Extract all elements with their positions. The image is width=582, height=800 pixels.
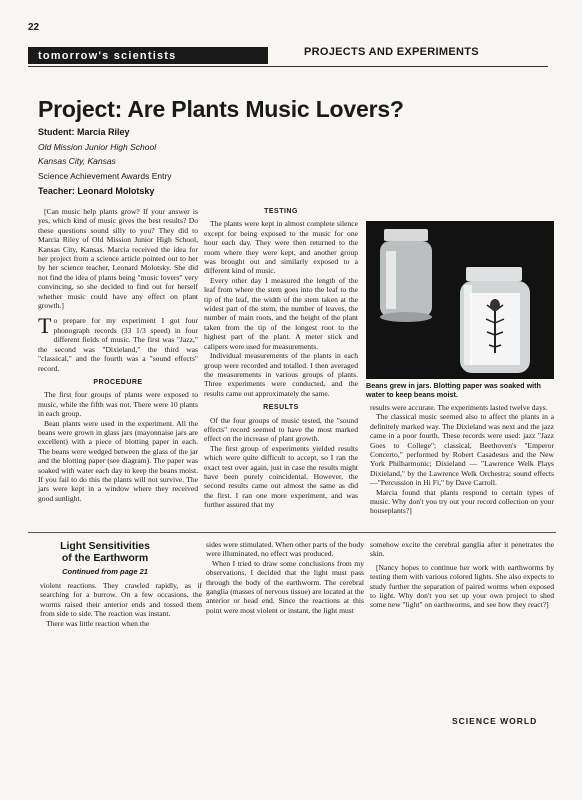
body-paragraph: The classical music seemed also to affect the plants in a definitely marked way. The Dixieland was next and the jazz came in a poor fourth. These records were used: jazz "Jazz Goes to College"; classical, Beethoven's "Emperor Concerto," performed by Robert Casadesus and the New York Philharmonic; Dixieland — "Lawrence Welk Plays Dixieland," by the Lawrence Welk Orchestra; sound effects—"Percussion in Hi Fi," by Dave Carroll.: [370, 412, 554, 488]
body-paragraph: There was little reaction when the: [46, 618, 150, 628]
body-paragraph: Of the four groups of music tested, the "sound effects" record seemed to have the most marked effect on the increase of plant growth.: [204, 415, 358, 444]
jar-illustration: [366, 221, 554, 379]
page-number: 22: [28, 22, 40, 33]
header-rule: [28, 66, 548, 67]
award-line: Science Achievement Awards Entry: [38, 171, 172, 181]
section-divider: [28, 532, 556, 533]
body-paragraph: Individual measurements of the plants in each group were recorded and totalled. I then averaged the measurements in various groups of plants. Three experiments were conducted, and the results came out approximately the same.: [204, 351, 358, 398]
earthworm-column-3: [370, 540, 554, 610]
body-paragraph: Bean plants were used in the experiment. All the beans were grown in glass jars (mayonnaise jars are excellent) with a piece of blotting paper in each. The beans were wedged between the glass of the jar and the blotting paper (see diagram). The paper was soaked with water each day to keep the beans moist. If you fail to do this the plants will not survive. The jars were kept in a window where they received good sunlight.: [38, 418, 198, 503]
body-paragraph: [Nancy hopes to continue her work with earthworms by testing them with various colored lights. She also expects to study further the separation of paired worms when exposed to light. Why don't you set up your own project to shed some new "light" on earthworms, and see how they react?]: [370, 562, 554, 610]
body-paragraph: somehow excite the cerebral ganglia after it penetrates the skin.: [370, 540, 554, 559]
body-paragraph: Marcia found that plants respond to certain types of music. Why don't you try out your record collection on your houseplants?]: [370, 487, 554, 516]
body-paragraph: To prepare for my experiment I got four phonograph records (33 1/3 speed) in four different fields of music. The first was "Jazz," the second was "Dixieland," the third was "classical," and the fourth was a "sound effects" record.: [38, 313, 198, 373]
article-column-1: [38, 207, 198, 503]
photo-caption: Beans grew in jars. Blotting paper was soaked with water to keep beans moist.: [366, 381, 541, 399]
earthworm-title: Light Sensitivities of the Earthworm: [60, 540, 150, 564]
body-paragraph: The first four groups of plants were exposed to music, while the fifth was not. There were 10 plants in each group.: [38, 390, 198, 419]
continued-note: Continued from page 21: [62, 567, 148, 576]
bean-jars-photo: [366, 221, 554, 379]
article-title: Project: Are Plants Music Lovers?: [38, 96, 404, 122]
body-paragraph: When I tried to draw some conclusions from my observations, I decided that the light must pass through the body of the earthworm. The cerebral ganglia (masses of nervous tissue) are located at the anterior or head end. Since the reactions at this point were most violent or instant, the light must: [206, 558, 364, 615]
column-banner: tomorrow's scientists: [28, 47, 268, 64]
results-heading: RESULTS: [263, 404, 299, 412]
article-column-3: [370, 403, 554, 516]
magazine-footer: SCIENCE WORLD: [452, 716, 538, 726]
body-paragraph: results were accurate. The experiments lasted twelve days.: [370, 403, 548, 412]
teacher-name: Teacher: Leonard Molotsky: [38, 186, 155, 196]
article-column-2: [204, 207, 358, 510]
body-paragraph: The first group of experiments yielded results which were quite difficult to accept, so I ran the exact test over again, just in case the results might have been purely coincidental. However, the second results came out almost the same as did the first. I ran one more experiment, and was further assured that my: [204, 443, 358, 510]
body-paragraph: The plants were kept in almost complete silence except for being exposed to the music for one hour each day. They were then returned to the room where they were kept, and another group was brought out and similarly exposed to a different kind of music.: [204, 219, 358, 276]
earthworm-column-1: [40, 581, 202, 628]
intro-paragraph: [Can music help plants grow? If your answer is yes, which kind of music gives the best results? Do these questions sound silly to you? They did to Marcia Riley of Old Mission Junior High School, Kansas City, Kansas. Marcia received the idea for her project from a science article pointed out to her by her science teacher, Leonard Molotsky. She did not find the idea of plants being "music lovers" very convincing, so she decided to find out for herself whether music could have any effect on plant growth.]: [38, 207, 198, 311]
body-paragraph: violent reactions. They crawled rapidly, as if searching for a burrow. On a few occasions, the worms raised their anterior ends and tossed them from side to side. The reaction was instant.: [40, 581, 202, 619]
drop-cap: T: [38, 313, 52, 339]
city-name: Kansas City, Kansas: [38, 156, 116, 166]
body-paragraph: Every other day I measured the length of the leaf from where the stem goes into the leaf to the tip of the leaf, the width of the stem taken at the widest part of the stem, the number of leaves, the number of main roots, and the height of the plant taken from the tip of the longest root to the highest part of the plant. A meter stick and calipers were used for measurements.: [204, 275, 358, 351]
school-name: Old Mission Junior High School: [38, 142, 157, 152]
procedure-heading: PROCEDURE: [93, 378, 143, 386]
body-paragraph: sides were stimulated. When other parts of the body were illuminated, no effect was produced.: [206, 540, 364, 559]
earthworm-column-2: [206, 540, 364, 615]
testing-heading: TESTING: [264, 208, 298, 215]
section-heading: PROJECTS AND EXPERIMENTS: [304, 46, 479, 58]
student-name: Student: Marcia Riley: [38, 127, 130, 137]
